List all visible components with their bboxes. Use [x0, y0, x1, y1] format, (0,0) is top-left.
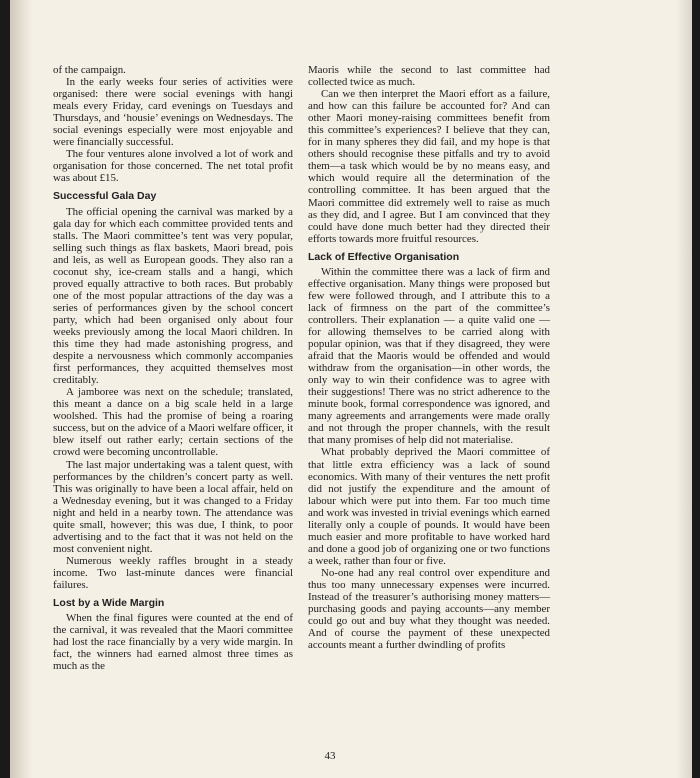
right-column-heading: Lack of Effective Organisation — [308, 250, 460, 263]
page-spine-shadow — [10, 0, 32, 778]
page-edge-shadow — [676, 0, 692, 778]
left-column-paragraph: A jamboree was next on the schedule; translated, this meant a dance on a big scale held in a large woolshed. This had the promise of being a roaring success, but on the advice of a Maori welfare officer, it blew itself out rather early; certain sections of the crowd were becoming uncontrollable. — [53, 386, 293, 459]
book-page — [10, 0, 692, 778]
left-column-paragraph: Numerous weekly raffles brought in a steady income. Two last-minute dances were financial failures. — [53, 554, 293, 591]
left-column-paragraph: The four ventures alone involved a lot of work and organisation for those concerned. The net total profit was about £15. — [53, 148, 293, 185]
right-column-paragraph: What probably deprived the Maori committee of that little extra efficiency was a lack of sound economics. With many of their ventures the nett profit did not justify the expenditure and the amount of labour which were put into them. Far too much time and work was invested in trivial evenings which earned literally only a couple of pounds. It would have been much easier and more profitable to have worked hard and done a good job of organizing one or two functions a week, rather than four or five. — [308, 446, 550, 567]
left-column-paragraph: In the early weeks four series of activities were organised: there were social evenings with hangi meals every Friday, card evenings on Tuesdays and Thursdays, and ‘housie’ evenings on Wednesdays. The social evenings especially were most enjoyable and were financially successful. — [53, 76, 293, 149]
left-column-paragraph: of the campaign. — [53, 64, 126, 76]
left-column-paragraph: When the final figures were counted at the end of the carnival, it was revealed that the Maori committee had lost the race financially by a very wide margin. In fact, the winners had earned almost three times as much as the — [53, 612, 293, 673]
right-column-paragraph: No-one had any real control over expenditure and thus too many unnecessary expenses were incurred. Instead of the treasurer’s authorising money matters—purchasing goods and paying accounts—any member could go out and buy what they thought was needed. And of course the payment of these unexpected accounts meant a further dwindling of profits — [308, 566, 550, 652]
right-column-paragraph: Can we then interpret the Maori effort as a failure, and how can this failure be accounted for? And can other Maori money-raising committees benefit from this committee’s experiences? I believe that they can, for in many spheres they did fail, and my hope is that others should recognise these pitfalls and try to avoid them—a task which would be by no means easy, and which would require all the determination of the controlling committee. It has been argued that the Maori committee did extremely well to raise as much as they did, and I agree. But I am convinced that they could have done much better had they directed their efforts towards more fruitful resources. — [308, 88, 550, 245]
left-column-paragraph: The official opening the carnival was marked by a gala day for which each committee provided tents and stalls. The Maori committee’s tent was very popular, selling such things as flax baskets, Maori bread, pois and leis, as well as European goods. They also ran a coconut shy, ice-cream stalls and a hangi, which proved equally attractive to both races. But probably one of the most popular attractions of the day was a series of performances given by the school concert party, which had been organised only about four weeks previously among the local Maori children. In this time they had made astonishing progress, and despite a nervousness which commonly accompanies first performances, they acquitted themselves most creditably. — [53, 205, 293, 387]
left-column-paragraph: The last major undertaking was a talent quest, with performances by the children’s concert party as well. This was originally to have been a local affair, held on a Wednesday evening, but it was changed to a Friday night and held in a nearby town. The attendance was quite small, however; this was due, I think, to poor advertising and to the fact that it was not held on the most convenient night. — [53, 458, 293, 555]
left-column-heading: Successful Gala Day — [53, 190, 157, 203]
right-column-paragraph: Within the committee there was a lack of firm and effective organisation. Many things were proposed but few were followed through, and I attribute this to a lack of firmness on the part of the committee’s controllers. Their explanation — a quite valid one — for allowing themselves to be carried along with popular opinion, was that if they disagreed, they were afraid that the Maoris would be offended and would withdraw from the organisation—in other words, the only way to win their confidence was to agree with their suggestions! There was no strict adherence to the minute book, formal correspondence was ignored, and many agreements and arrangements were made orally and not through the proper channels, with the result that many promises of help did not materialise. — [308, 265, 550, 447]
right-column-paragraph: Maoris while the second to last committee had collected twice as much. — [308, 64, 550, 89]
page-number: 43 — [324, 750, 336, 762]
left-column-heading: Lost by a Wide Margin — [53, 597, 165, 610]
right-text-column — [308, 64, 550, 651]
left-text-column — [53, 64, 293, 672]
